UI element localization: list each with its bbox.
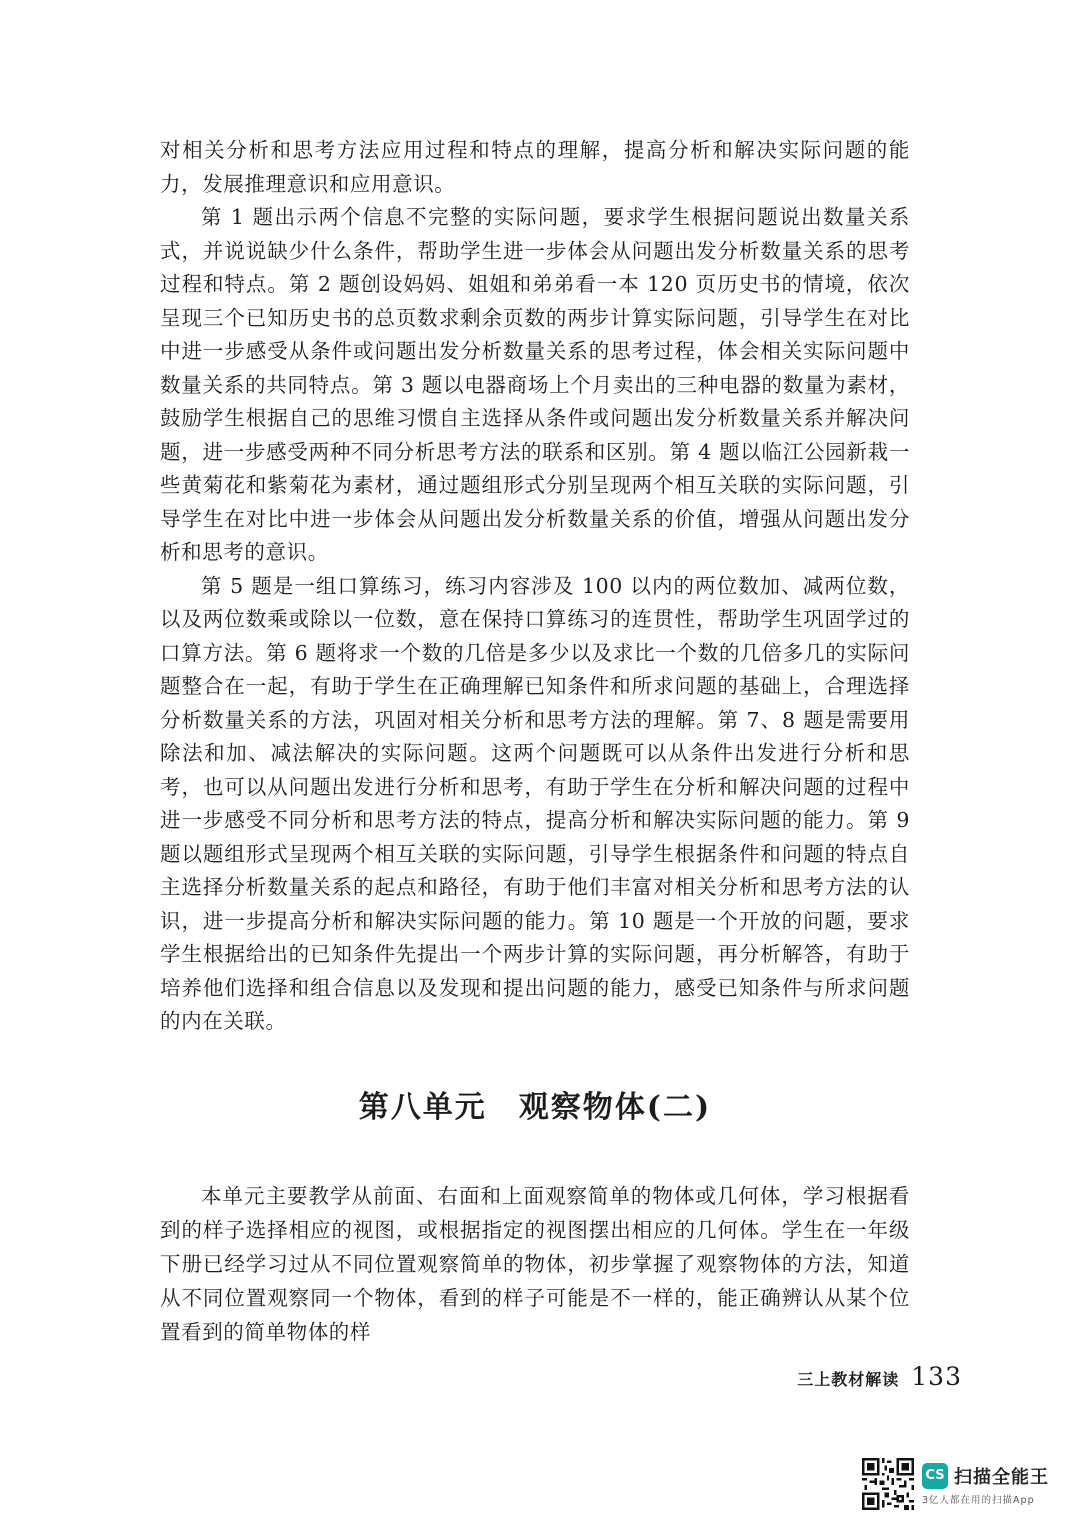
watermark-brand: 扫描全能王 [954,1466,1049,1488]
body-text [160,134,910,1039]
watermark-tagline: 3亿人都在用的扫描App [922,1494,1035,1506]
qr-code-icon [862,1458,914,1510]
scanner-watermark [862,1456,1062,1512]
unit-label: 第八单元 [358,1090,487,1125]
book-title: 三上教材解读 [797,1370,900,1389]
paragraph-continuation: 对相关分析和思考方法应用过程和特点的理解，提高分析和解决实际问题的能力，发展推理意识和应用意识。 [160,138,910,196]
section-heading [160,1086,910,1130]
camscanner-logo-icon: CS [922,1463,948,1489]
paragraph: 第 1 题出示两个信息不完整的实际问题，要求学生根据问题说出数量关系式，并说说缺少什么条件，帮助学生进一步体会从问题出发分析数量关系的思考过程和特点。第 2 题创设妈妈、姐姐和弟弟看一本 120 页历史书的情境，依次呈现三个已知历史书的总页数求剩余页数的两步计算实际问题，引导学生在对比中进一步感受从条件或问题出发分析数量关系的思考过程，体会相关实际问题中数量关系的共同特点。第 3 题以电器商场上个月卖出的三种电器的数量为素材，鼓励学生根据自己的思维习惯自主选择从条件或问题出发分析数量关系并解决问题，进一步感受两种不同分析思考方法的联系和区别。第 4 题以临江公园新栽一些黄菊花和紫菊花为素材，通过题组形式分别呈现两个相互关联的实际问题，引导学生在对比中进一步体会从问题出发分析数量关系的价值，增强从问题出发分析和思考的意识。 [160,205,910,564]
page-number: 133 [911,1362,962,1391]
intro-paragraph: 本单元主要教学从前面、右面和上面观察简单的物体或几何体，学习根据看到的样子选择相应的视图，或根据指定的视图摆出相应的几何体。学生在一年级下册已经学习过从不同位置观察简单的物体，初步掌握了观察物体的方法，知道从不同位置观察同一个物体，看到的样子可能是不一样的，能正确辨认从某个位置看到的简单物体的样 [160,1184,910,1344]
page-footer [797,1362,962,1391]
paragraph: 第 5 题是一组口算练习，练习内容涉及 100 以内的两位数加、减两位数，以及两位数乘或除以一位数，意在保持口算练习的连贯性，帮助学生巩固学过的口算方法。第 6 题将求一个数的几倍是多少以及求比一个数的几倍多几的实际问题整合在一起，有助于学生在正确理解已知条件和所求问题的基础上，合理选择分析数量关系的方法，巩固对相关分析和思考方法的理解。第 7、8 题是需要用除法和加、减法解决的实际问题。这两个问题既可以从条件出发进行分析和思考，也可以从问题出发进行分析和思考，有助于学生在分析和解决问题的过程中进一步感受不同分析和思考方法的特点，提高分析和解决实际问题的能力。第 9 题以题组形式呈现两个相互关联的实际问题，引导学生根据条件和问题的特点自主选择分析数量关系的起点和路径，有助于他们丰富对相关分析和思考方法的认识，进一步提高分析和解决实际问题的能力。第 10 题是一个开放的问题，要求学生根据给出的已知条件先提出一个两步计算的实际问题，再分析解答，有助于培养他们选择和组合信息以及发现和提出问题的能力，感受已知条件与所求问题的内在关联。 [160,573,910,1033]
unit-title: 观察物体(二) [518,1090,712,1125]
intro-text [160,1179,910,1349]
